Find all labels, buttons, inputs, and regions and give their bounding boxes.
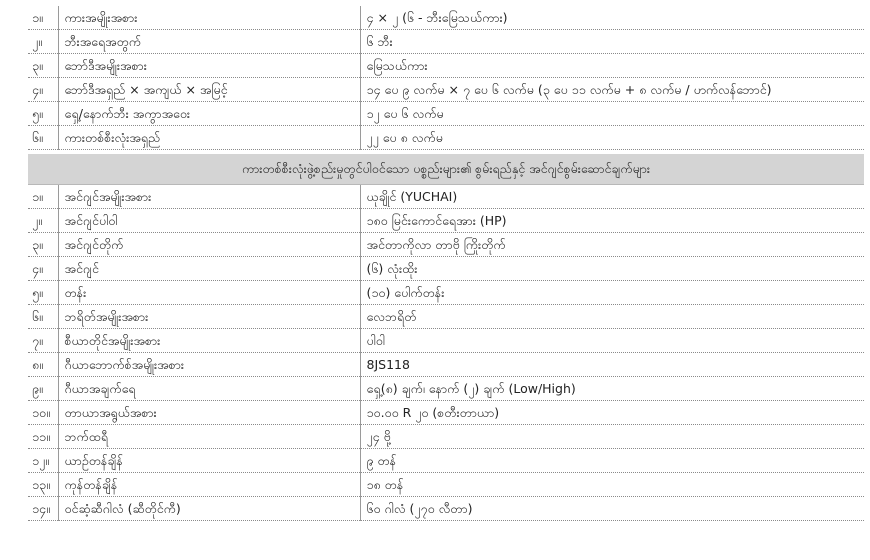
table-row bbox=[28, 305, 864, 329]
spec-value: (၆) လုံးထိုး bbox=[360, 257, 864, 281]
row-number: ၂။ bbox=[28, 30, 58, 54]
spec-value: ယုချိုင် (YUCHAI) bbox=[360, 185, 864, 209]
row-number: ၄။ bbox=[28, 257, 58, 281]
spec-value: ၁၈၀ မြင်းကောင်ရေအား (HP) bbox=[360, 209, 864, 233]
spec-label: ဂီယာဘောက်စ်အမျိုးအစား bbox=[58, 353, 360, 377]
spec-value: ၁၈ တန် bbox=[360, 473, 864, 497]
table-row bbox=[28, 401, 864, 425]
spec-label: အင်ဂျင်အမျိုးအစား bbox=[58, 185, 360, 209]
spec-value: ၁၀.၀၀ R ၂၀ (စတီးတာယာ) bbox=[360, 401, 864, 425]
spec-label: ဘရိတ်အမျိုးအစား bbox=[58, 305, 360, 329]
spec-label: ရှေ့/နောက်ဘီး အကွာအဝေး bbox=[58, 102, 360, 126]
table-row bbox=[28, 126, 864, 150]
table-row bbox=[28, 497, 864, 521]
spec-label: ဘီးအရေအတွက် bbox=[58, 30, 360, 54]
table-row bbox=[28, 185, 864, 209]
row-number: ၁။ bbox=[28, 185, 58, 209]
row-number: ၆။ bbox=[28, 305, 58, 329]
row-number: ၃။ bbox=[28, 233, 58, 257]
section-header: ကားတစ်စီးလုံးဖွဲ့စည်းမှုတွင်ပါဝင်သော ပစ္စည်းများ၏ စွမ်းရည်နှင့် အင်ဂျင်စွမ်းဆောင်ချက်များ bbox=[28, 154, 864, 185]
spec-label: ဝင်ဆံ့ဆီဂါလံ (ဆီတိုင်ကီ) bbox=[58, 497, 360, 521]
row-number: ၁၀။ bbox=[28, 401, 58, 425]
table-row bbox=[28, 353, 864, 377]
section-header-row bbox=[28, 154, 864, 185]
spec-label: အင်ဂျင် bbox=[58, 257, 360, 281]
row-number: ၁၄။ bbox=[28, 497, 58, 521]
table-row bbox=[28, 329, 864, 353]
spec-value: ၁၄ ပေ ၉ လက်မ × ၇ ပေ ၆ လက်မ (၃ ပေ ၁၁ လက်မ + ၈ လက်မ / ဟက်လန်ဘောင်) bbox=[360, 78, 864, 102]
row-number: ၈။ bbox=[28, 353, 58, 377]
table-row bbox=[28, 377, 864, 401]
spec-label: ဘက်ထရီ bbox=[58, 425, 360, 449]
spec-label: ကုန်တန်ချိန် bbox=[58, 473, 360, 497]
spec-value: လေဘရိတ် bbox=[360, 305, 864, 329]
spec-label: ဘော်ဒီအမျိုးအစား bbox=[58, 54, 360, 78]
spec-label: တာယာအရွယ်အစား bbox=[58, 401, 360, 425]
spec-label: အင်ဂျင်ပါဝါ bbox=[58, 209, 360, 233]
table-row bbox=[28, 449, 864, 473]
row-number: ၁။ bbox=[28, 6, 58, 30]
table-row bbox=[28, 257, 864, 281]
spec-value: ရှေ့(၈) ချက်၊ နောက် (၂) ချက် (Low/High) bbox=[360, 377, 864, 401]
spec-value: ၁၂ ပေ ၆ လက်မ bbox=[360, 102, 864, 126]
row-number: ၁၂။ bbox=[28, 449, 58, 473]
spec-label: စီယာတိုင်အမျိုးအစား bbox=[58, 329, 360, 353]
row-number: ၆။ bbox=[28, 126, 58, 150]
spec-value: ၂၄ ဗို့ bbox=[360, 425, 864, 449]
table-row bbox=[28, 473, 864, 497]
table-row bbox=[28, 6, 864, 30]
spec-value: ၆၀ ဂါလံ (၂၇၀ လီတာ) bbox=[360, 497, 864, 521]
row-number: ၅။ bbox=[28, 281, 58, 305]
row-number: ၃။ bbox=[28, 54, 58, 78]
table-row bbox=[28, 209, 864, 233]
table-row bbox=[28, 78, 864, 102]
table-row bbox=[28, 233, 864, 257]
spec-value: ၄ × ၂ (၆ - ဘီးမြေသယ်ကား) bbox=[360, 6, 864, 30]
spec-label: ယာဉ်တန်ချိန် bbox=[58, 449, 360, 473]
table-row bbox=[28, 102, 864, 126]
spec-value: (၁၀) ပေါက်တန်း bbox=[360, 281, 864, 305]
spec-label: ကားအမျိုးအစား bbox=[58, 6, 360, 30]
spec-label: ကားတစ်စီးလုံးအရှည် bbox=[58, 126, 360, 150]
row-number: ၉။ bbox=[28, 377, 58, 401]
spec-table bbox=[28, 6, 864, 521]
spec-value: ၆ ဘီး bbox=[360, 30, 864, 54]
row-number: ၇။ bbox=[28, 329, 58, 353]
spec-label: အင်ဂျင်တိုက် bbox=[58, 233, 360, 257]
spec-value: ပါဝါ bbox=[360, 329, 864, 353]
spec-value: အင်တာကိုလာ တာဗို ကြိုးတိုက် bbox=[360, 233, 864, 257]
table-row bbox=[28, 425, 864, 449]
spec-label: ဘော်ဒီအရှည် × အကျယ် × အမြင့် bbox=[58, 78, 360, 102]
row-number: ၂။ bbox=[28, 209, 58, 233]
row-number: ၁၁။ bbox=[28, 425, 58, 449]
spec-value: မြေသယ်ကား bbox=[360, 54, 864, 78]
spec-value: 8JS118 bbox=[360, 353, 864, 377]
table-row bbox=[28, 281, 864, 305]
spec-label: ဂီယာအချက်ရေ bbox=[58, 377, 360, 401]
spec-label: တန်း bbox=[58, 281, 360, 305]
spec-value: ၂၂ ပေ ၈ လက်မ bbox=[360, 126, 864, 150]
row-number: ၁၃။ bbox=[28, 473, 58, 497]
spec-value: ၉ တန် bbox=[360, 449, 864, 473]
table-row bbox=[28, 30, 864, 54]
row-number: ၅။ bbox=[28, 102, 58, 126]
row-number: ၄။ bbox=[28, 78, 58, 102]
table-row bbox=[28, 54, 864, 78]
